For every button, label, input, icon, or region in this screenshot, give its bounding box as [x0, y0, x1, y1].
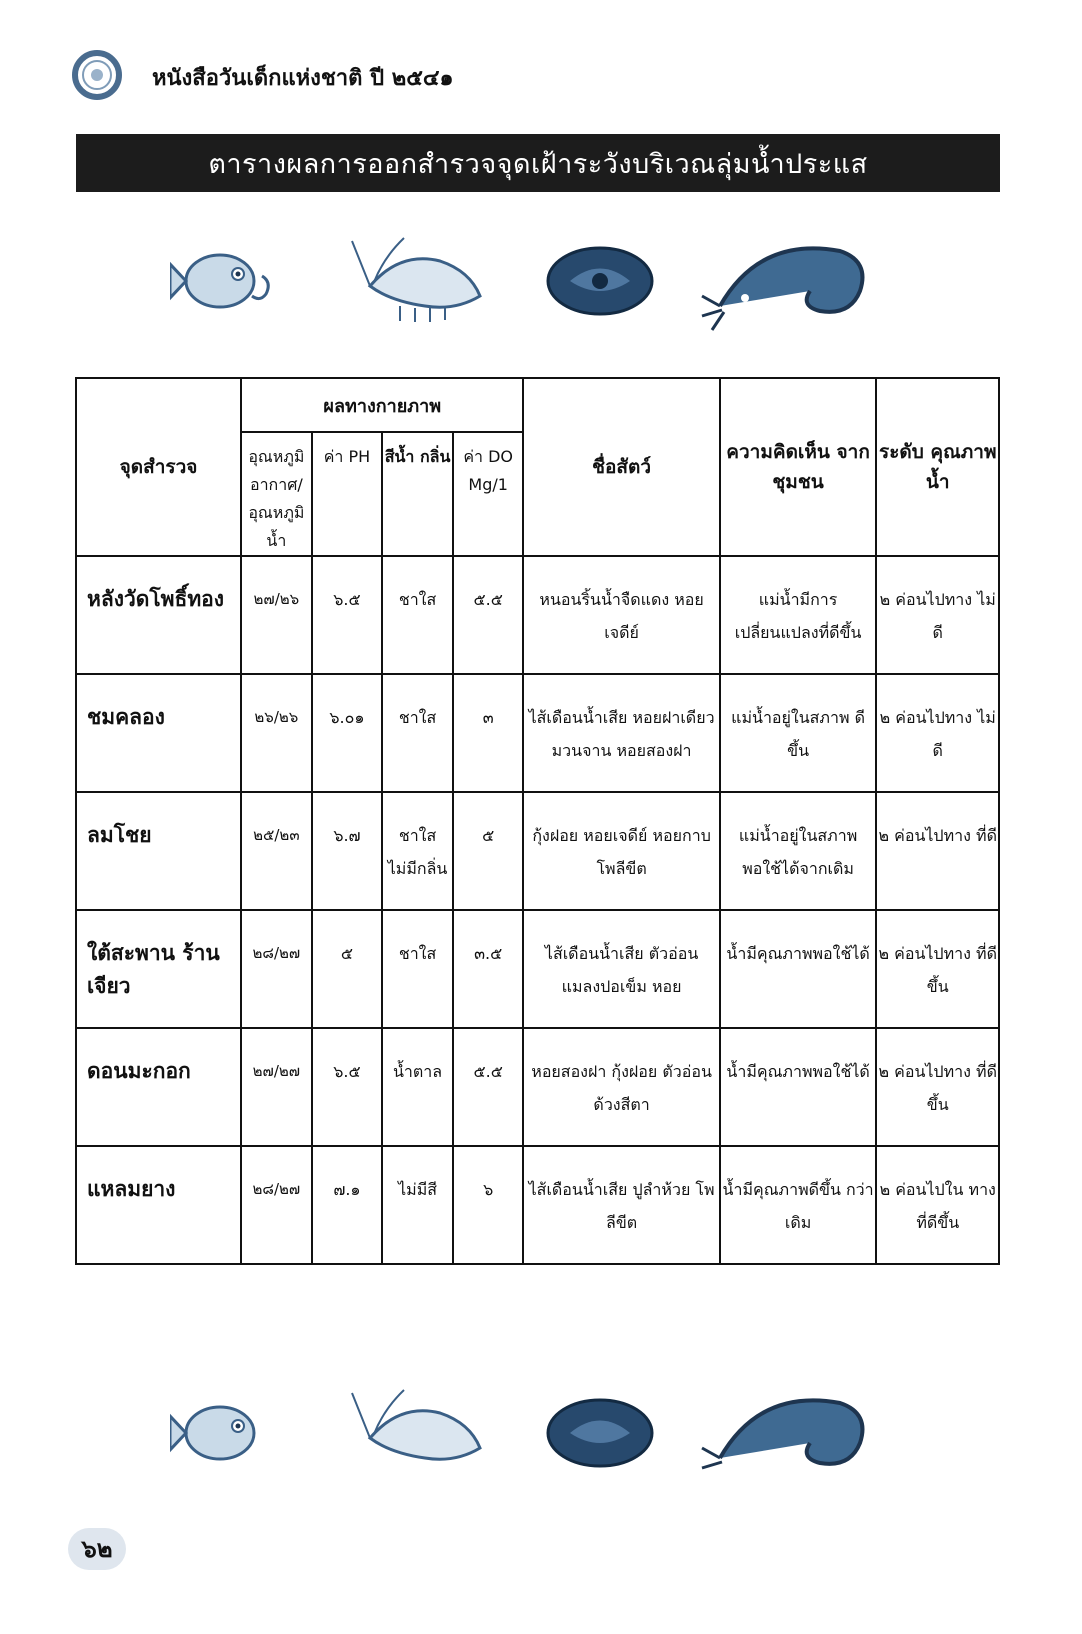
cell-ph: ๖.๕: [312, 1028, 383, 1146]
cell-do: ๖: [453, 1146, 524, 1264]
animal-illustrations-bottom: [170, 1388, 900, 1498]
header-water-color: สีน้ำ กลิ่น: [382, 432, 453, 556]
cell-water-color: ชาใส: [382, 910, 453, 1028]
table-row: [76, 556, 999, 674]
cell-ph: ๕: [312, 910, 383, 1028]
cell-temperature: ๒๖/๒๖: [241, 674, 312, 792]
cell-location: ใต้สะพาน ร้านเจียว: [76, 910, 241, 1028]
cell-temperature: ๒๗/๒๗: [241, 1028, 312, 1146]
cell-temperature: ๒๕/๒๓: [241, 792, 312, 910]
header-do: ค่า DO Mg/1: [453, 432, 524, 556]
cell-location: แหลมยาง: [76, 1146, 241, 1264]
cell-water-color: ชาใส ไม่มีกลิ่น: [382, 792, 453, 910]
table-row: [76, 1146, 999, 1264]
header-ph: ค่า PH: [312, 432, 383, 556]
cell-community-opinion: แม่น้ำอยู่ในสภาพ ดีขึ้น: [720, 674, 877, 792]
cell-temperature: ๒๗/๒๖: [241, 556, 312, 674]
cell-water-color: ชาใส: [382, 556, 453, 674]
logo-icon: [70, 48, 124, 102]
header-temperature: อุณหภูมิ อากาศ/ อุณหภูมิ น้ำ: [241, 432, 312, 556]
header-community-opinion: ความคิดเห็น จากชุมชน: [720, 378, 877, 556]
cell-do: ๕.๕: [453, 1028, 524, 1146]
cell-do: ๓.๕: [453, 910, 524, 1028]
header-location: จุดสำรวจ: [76, 378, 241, 556]
title-banner: ตารางผลการออกสำรวจจุดเฝ้าระวังบริเวณลุ่มน้ำประแส: [76, 134, 1000, 192]
cell-ph: ๖.๐๑: [312, 674, 383, 792]
cell-location: ชมคลอง: [76, 674, 241, 792]
cell-temperature: ๒๘/๒๗: [241, 910, 312, 1028]
cell-water-quality: ๒ ค่อนไปทาง ที่ดีขึ้น: [876, 1028, 999, 1146]
cell-animals: กุ้งฝอย หอยเจดีย์ หอยกาบ โพลีขีต: [523, 792, 719, 910]
cell-water-color: น้ำตาล: [382, 1028, 453, 1146]
cell-animals: ไส้เดือนน้ำเสีย หอยฝาเดียว มวนจาน หอยสองฝา: [523, 674, 719, 792]
cell-do: ๓: [453, 674, 524, 792]
cell-water-color: ไม่มีสี: [382, 1146, 453, 1264]
cell-community-opinion: แม่น้ำมีการ เปลี่ยนแปลงที่ดีขึ้น: [720, 556, 877, 674]
cell-location: ลมโชย: [76, 792, 241, 910]
snail-icon: [540, 1388, 660, 1478]
cell-community-opinion: น้ำมีคุณภาพพอใช้ได้: [720, 910, 877, 1028]
cell-water-quality: ๒ ค่อนไปทาง ไม่ดี: [876, 674, 999, 792]
cell-animals: หอยสองฝา กุ้งฝอย ตัวอ่อนด้วงสีตา: [523, 1028, 719, 1146]
header-animals: ชื่อสัตว์: [523, 378, 719, 556]
cell-do: ๕.๕: [453, 556, 524, 674]
cell-animals: หนอนริ้นน้ำจืดแดง หอยเจดีย์: [523, 556, 719, 674]
cell-temperature: ๒๘/๒๗: [241, 1146, 312, 1264]
table-row: [76, 910, 999, 1028]
animal-illustrations-top: [170, 236, 900, 346]
cell-water-quality: ๒ ค่อนไปทาง ที่ดีขึ้น: [876, 910, 999, 1028]
cell-water-quality: ๒ ค่อนไปใน ทางที่ดีขึ้น: [876, 1146, 999, 1264]
cell-location: หลังวัดโพธิ์ทอง: [76, 556, 241, 674]
page-number: ๖๒: [68, 1528, 126, 1570]
cell-location: ดอนมะกอก: [76, 1028, 241, 1146]
cell-ph: ๖.๗: [312, 792, 383, 910]
survey-table-body: [76, 556, 999, 1264]
cell-water-quality: ๒ ค่อนไปทาง ที่ดี: [876, 792, 999, 910]
cell-community-opinion: น้ำมีคุณภาพพอใช้ได้: [720, 1028, 877, 1146]
cell-ph: ๖.๕: [312, 556, 383, 674]
cell-water-quality: ๒ ค่อนไปทาง ไม่ดี: [876, 556, 999, 674]
survey-table: [75, 377, 1000, 1265]
catfish-icon: [700, 236, 870, 336]
fish-icon: [170, 236, 280, 326]
cell-ph: ๗.๑: [312, 1146, 383, 1264]
cell-community-opinion: แม่น้ำอยู่ในสภาพ พอใช้ได้จากเดิม: [720, 792, 877, 910]
header-physical-results: ผลทางกายภาพ: [241, 378, 523, 432]
catfish-icon: [700, 1388, 870, 1488]
cell-do: ๕: [453, 792, 524, 910]
snail-icon: [540, 236, 660, 326]
shrimp-icon: [350, 1388, 490, 1478]
cell-animals: ไส้เดือนน้ำเสีย ปูลำห้วย โพลีขีต: [523, 1146, 719, 1264]
cell-community-opinion: น้ำมีคุณภาพดีขึ้น กว่าเดิม: [720, 1146, 877, 1264]
table-row: [76, 792, 999, 910]
header-water-quality: ระดับ คุณภาพน้ำ: [876, 378, 999, 556]
cell-water-color: ชาใส: [382, 674, 453, 792]
table-row: [76, 674, 999, 792]
cell-animals: ไส้เดือนน้ำเสีย ตัวอ่อนแมลงปอเข็ม หอย: [523, 910, 719, 1028]
table-row: [76, 1028, 999, 1146]
fish-icon: [170, 1388, 280, 1478]
shrimp-icon: [350, 236, 490, 326]
book-title: หนังสือวันเด็กแห่งชาติ ปี ๒๕๔๑: [152, 66, 454, 91]
page-header: [70, 42, 970, 102]
